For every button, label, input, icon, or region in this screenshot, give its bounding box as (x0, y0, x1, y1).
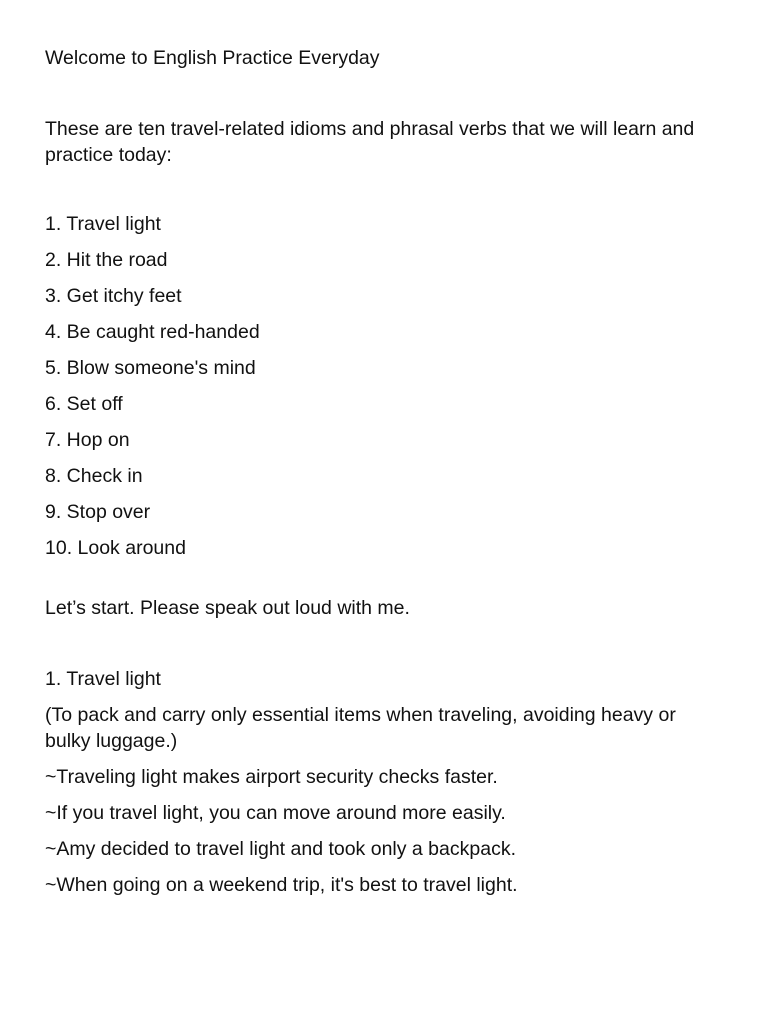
document-title: Welcome to English Practice Everyday (45, 47, 380, 69)
list-item: 9. Stop over (45, 501, 151, 523)
definition-text: (To pack and carry only essential items when traveling, avoiding heavy or bulky luggage.) (45, 704, 676, 752)
list-item: 10. Look around (45, 537, 186, 559)
list-item: 6. Set off (45, 393, 123, 415)
list-item: 8. Check in (45, 465, 143, 487)
example-sentence: ~Amy decided to travel light and took only a backpack. (45, 838, 516, 860)
example-sentence: ~When going on a weekend trip, it's best to travel light. (45, 874, 518, 896)
list-item: 5. Blow someone's mind (45, 357, 256, 379)
section-heading: 1. Travel light (45, 668, 161, 690)
intro-paragraph: These are ten travel-related idioms and phrasal verbs that we will learn and practice today: (45, 118, 695, 166)
example-sentence: ~Traveling light makes airport security checks faster. (45, 766, 498, 788)
list-item: 2. Hit the road (45, 249, 168, 271)
idiom-section-travel-light (45, 666, 728, 898)
list-item: 7. Hop on (45, 429, 130, 451)
idiom-list (45, 211, 728, 571)
list-item: 4. Be caught red-handed (45, 321, 260, 343)
example-sentence: ~If you travel light, you can move around more easily. (45, 802, 506, 824)
list-item: 1. Travel light (45, 213, 161, 235)
start-prompt: Let’s start. Please speak out loud with me. (45, 597, 410, 619)
list-item: 3. Get itchy feet (45, 285, 182, 307)
